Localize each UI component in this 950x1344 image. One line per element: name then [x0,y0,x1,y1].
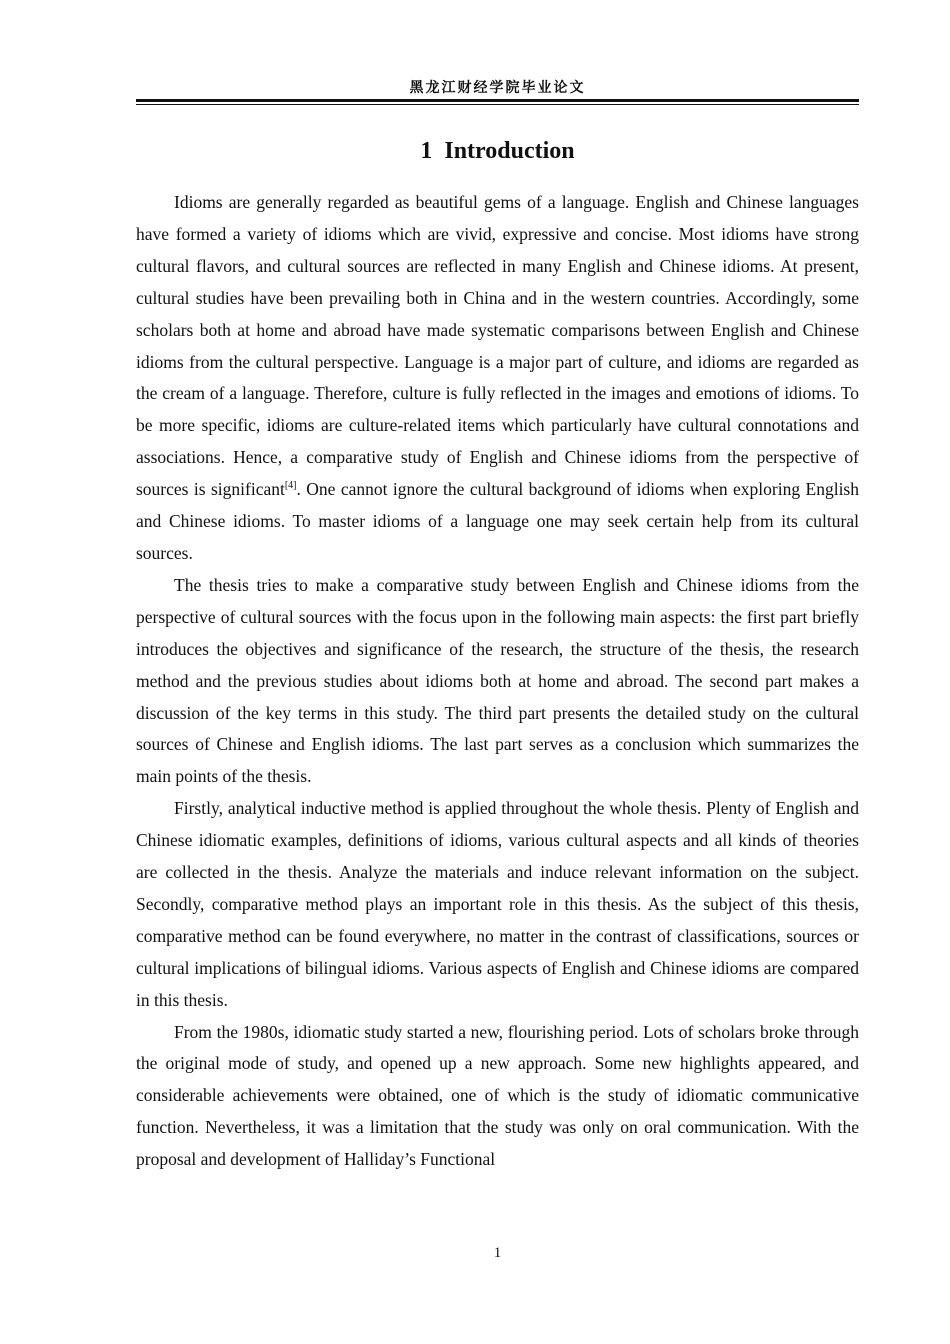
chapter-title: 1 Introduction [420,138,575,164]
citation-marker: [4] [284,480,297,492]
header-rule-thin [136,104,859,105]
body-text [136,187,859,1176]
header-rule-thick [136,99,859,102]
page-header: 黑龙江财经学院毕业论文 [409,80,586,96]
paragraph-1-continuation: . One cannot ignore the cultural background of idioms when exploring English and Chinese idioms. To master idioms of a language one may seek certain help from its cultural sources. [136,479,859,563]
paragraph-1 [136,187,859,570]
paragraph-4: From the 1980s, idiomatic study started a new, flourishing period. Lots of scholars broke through the original mode of study, and opened up a new approach. Some new highlights appeared, and considerable achievements were obtained, one of which is the study of idiomatic communicative function. Nevertheless, it was a limitation that the study was only on oral communication. With the proposal and development of Halliday’s Functional [136,1021,859,1170]
paragraph-1-text: Idioms are generally regarded as beautiful gems of a language. English and Chinese languages have formed a variety of idioms which are vivid, expressive and concise. Most idioms have strong cultural flavors, and cultural sources are reflected in many English and Chinese idioms. At present, cultural studies have been prevailing both in China and in the western countries. Accordingly, some scholars both at home and abroad have made systematic comparisons between English and Chinese idioms from the cultural perspective. Language is a major part of culture, and idioms are regarded as the cream of a language. Therefore, culture is fully reflected in the images and emotions of idioms. To be more specific, idioms are culture-related items which particularly have cultural connotations and associations. Hence, a comparative study of English and Chinese idioms from the perspective of sources is significant [136,192,859,500]
page-number: 1 [493,1245,502,1261]
paragraph-2: The thesis tries to make a comparative study between English and Chinese idioms from the perspective of cultural sources with the focus upon in the following main aspects: the first part briefly introduces the objectives and significance of the research, the structure of the thesis, the research method and the previous studies about idioms both at home and abroad. The second part makes a discussion of the key terms in this study. The third part presents the detailed study on the cultural sources of Chinese and English idioms. The last part serves as a conclusion which summarizes the main points of the thesis. [136,574,859,787]
paragraph-3: Firstly, analytical inductive method is applied throughout the whole thesis. Plenty of English and Chinese idiomatic examples, definitions of idioms, various cultural aspects and all kinds of theories are collected in the thesis. Analyze the materials and induce relevant information on the subject. Secondly, comparative method plays an important role in this thesis. As the subject of this thesis, comparative method can be found everywhere, no matter in the contrast of classifications, sources or cultural implications of bilingual idioms. Various aspects of English and Chinese idioms are compared in this thesis. [136,798,859,1010]
